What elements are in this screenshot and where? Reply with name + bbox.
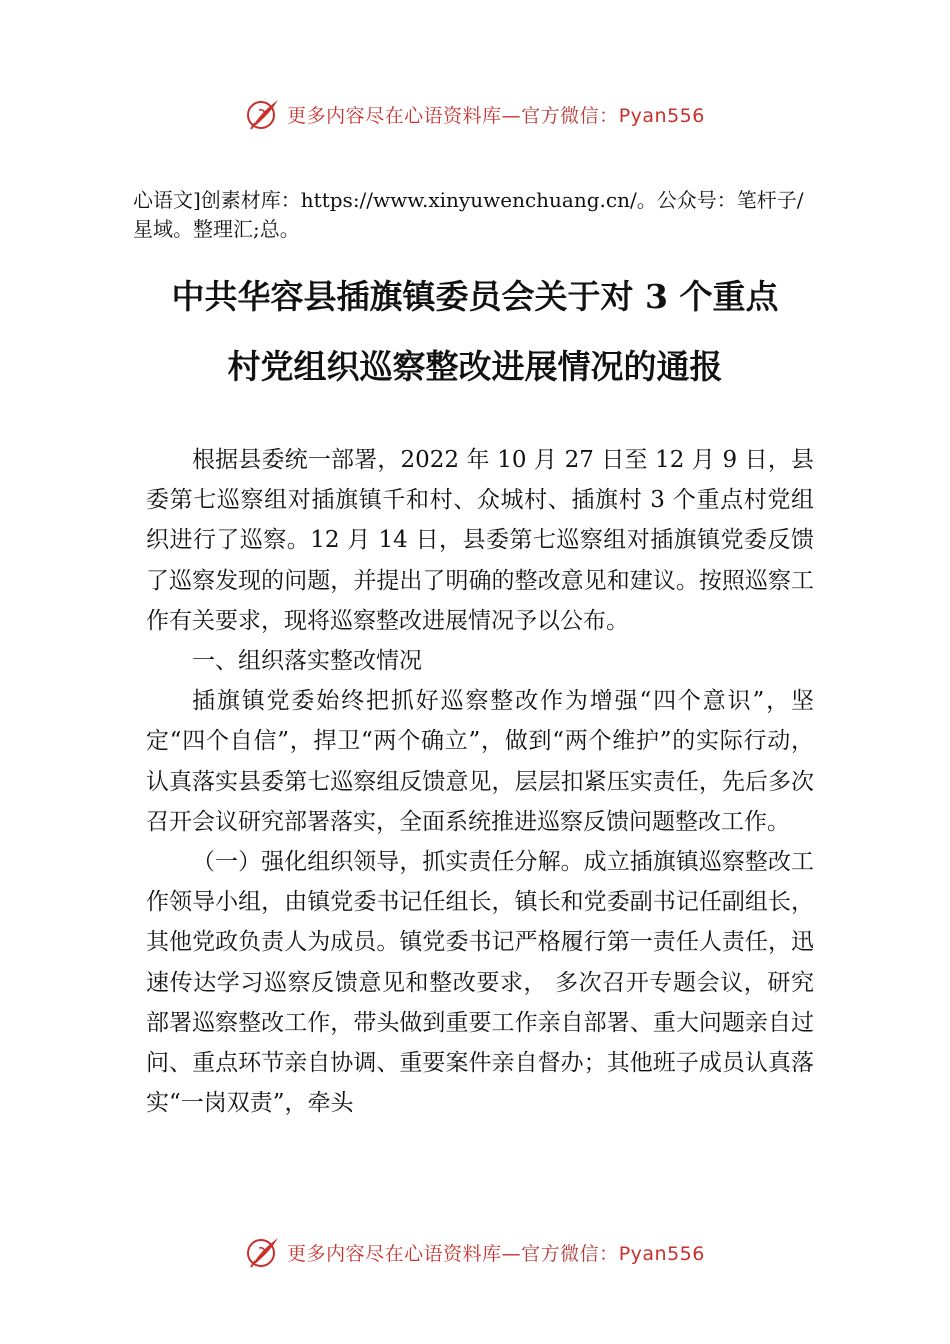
footer-banner	[0, 1230, 950, 1274]
source-line: 心语文]创素材库：https://www.xinyuwenchuang.cn/。公众号：笔杆子/星域。整理汇;总。	[133, 188, 804, 241]
paragraph-subsection-1: （一）强化组织领导，抓实责任分解。成立插旗镇巡察整改工作领导小组，由镇党委书记任组长，镇长和党委副书记任副组长，其他党政负责人为成员。镇党委书记严格履行第一责任人责任，迅速传达学习巡察反馈意见和整改要求， 多次召开专题会议，研究部署巡察整改工作，带头做到重要工作亲自部署、重大问题亲自过问、重点环节亲自协调、重要案件亲自督办；其他班子成员认真落实“一岗双责”，牵头	[146, 849, 814, 1117]
paragraph-section-1: 插旗镇党委始终把抓好巡察整改作为增强“四个意识”，坚定“四个自信”，捍卫“两个确立”，做到“两个维护”的实际行动，认真落实县委第七巡察组反馈意见，层层扣紧压实责任，先后多次召开会议研究部署落实，全面系统推进巡察反馈问题整改工作。	[146, 688, 814, 835]
header-banner	[0, 92, 950, 136]
quill-logo-icon	[245, 1234, 281, 1270]
paragraph-intro: 根据县委统一部署，2022 年 10 月 27 日至 12 月 9 日，县委第七巡察组对插旗镇千和村、众城村、插旗村 3 个重点村党组织进行了巡察。12 月 14 日，县委第七巡察组对插旗镇党委反馈了巡察发现的问题，并提出了明确的整改意见和建议。按照巡察工作有关要求，现将巡察整改进展情况予以公布。	[146, 447, 814, 634]
section-heading-1: 一、组织落实整改情况	[192, 648, 422, 675]
banner-text: 更多内容尽在心语资料库—官方微信：Pyan556	[287, 1242, 705, 1265]
banner-text: 更多内容尽在心语资料库—官方微信：Pyan556	[287, 104, 705, 127]
document-body	[146, 440, 814, 1123]
quill-logo-icon	[245, 96, 281, 132]
title-line-2: 村党组织巡察整改进展情况的通报	[227, 347, 723, 386]
document-title	[120, 262, 830, 402]
title-line-1: 中共华容县插旗镇委员会关于对 3 个重点	[171, 277, 779, 316]
